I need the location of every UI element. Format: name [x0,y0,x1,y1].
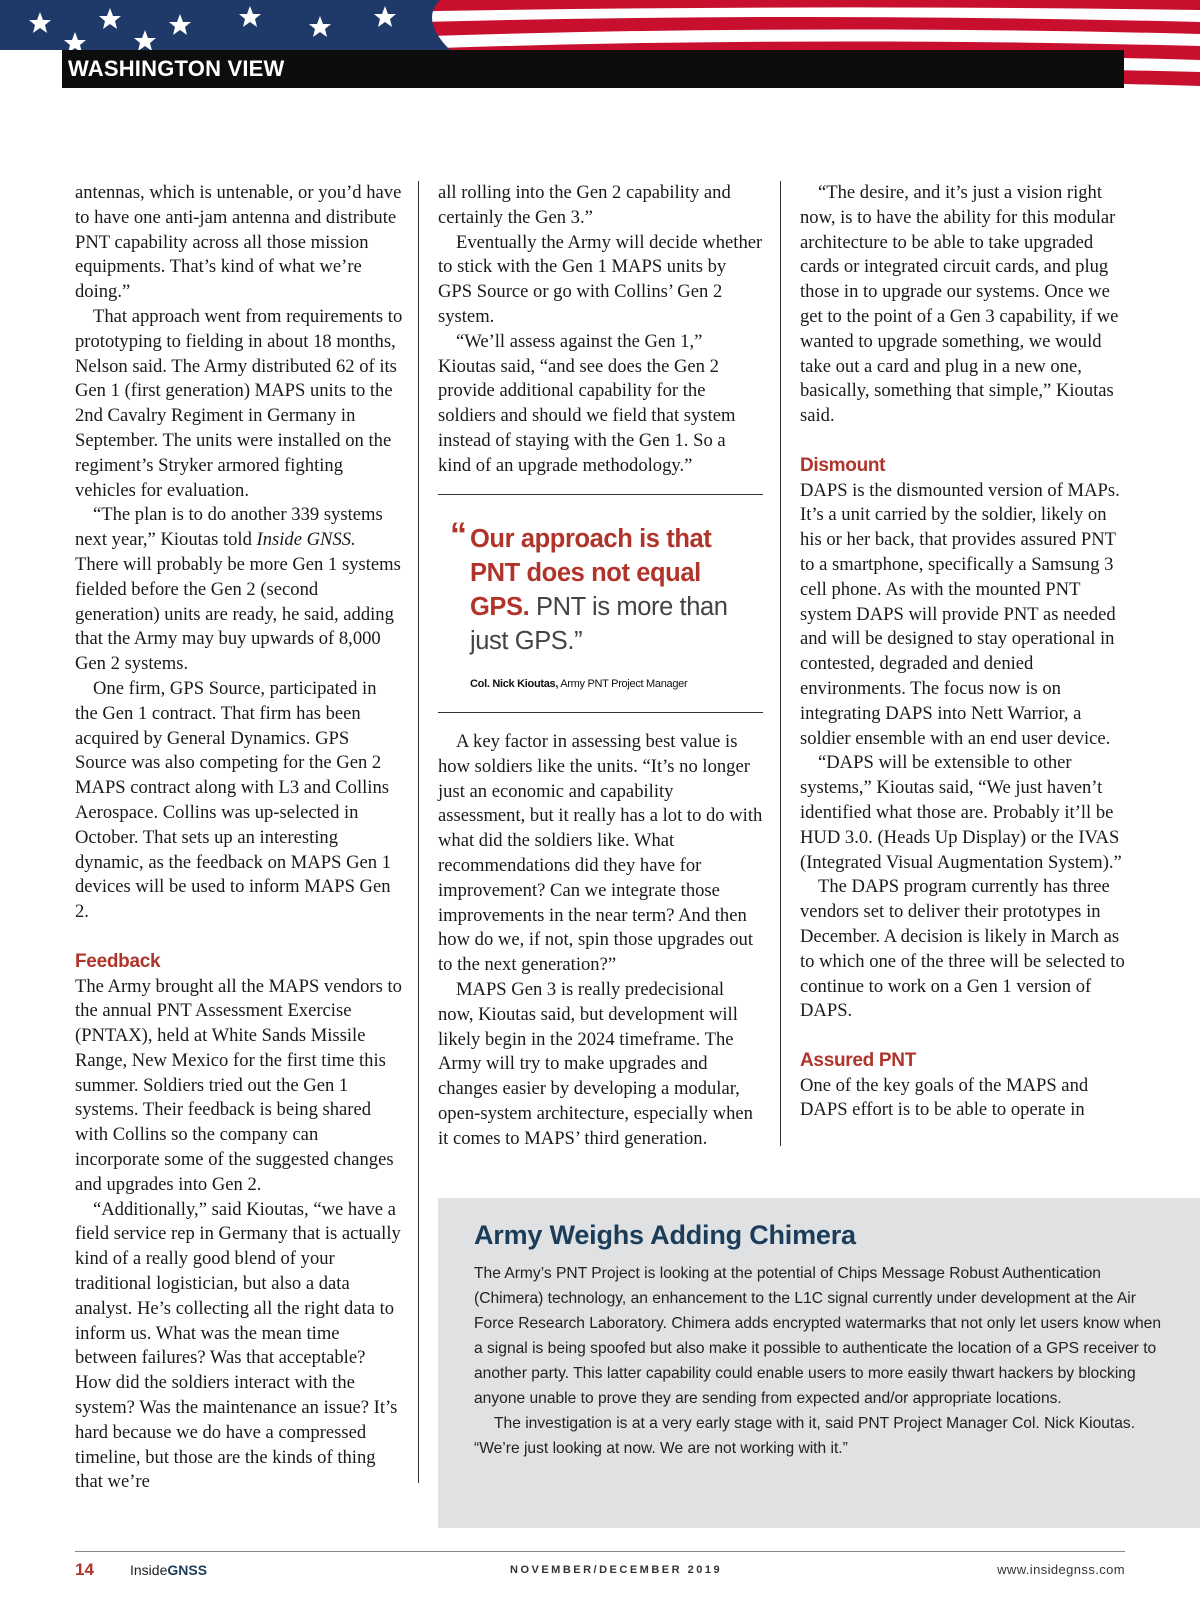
footer-rule [75,1551,1125,1552]
paragraph: One firm, GPS Source, participated in the Gen 1 contract. That firm has been acquired by General Dynamics. GPS Source was also competing for the Gen 2 MAPS contract along with L3 and Collins Aerospace. Collins was up-selected in October. That sets up an interesting dynamic, as the feedback on MAPS Gen 1 devices will be used to inform MAPS Gen 2. [75,677,392,923]
paragraph: One of the key goals of the MAPS and DAPS effort is to be able to operate in [800,1074,1089,1121]
attribution-name: Col. Nick Kioutas, [470,678,559,690]
paragraph [75,503,403,677]
column-1 [75,181,403,1495]
section-header: WASHINGTON VIEW [62,50,1124,88]
column-divider [418,181,419,1483]
pull-quote-rest: PNT is more than just GPS.” [470,593,728,655]
text-run: There will probably be more Gen 1 systems fielded before the Gen 2 (second generation) units are ready, he said, adding that the Army may buy upwards of 8,000 Gen 2 systems. [75,553,401,675]
paragraph: Eventually the Army will decide whether to stick with the Gen 1 MAPS units by GPS Source or go with Collins’ Gen 2 system. [438,231,763,327]
paragraph: The DAPS program currently has three vendors set to deliver their prototypes in December. A decision is likely in March as to which one of the three will be selected to continue to work on a Gen 1 version of DAPS. [800,876,1125,1022]
pullquote-bottom-rule [438,712,763,713]
subhead-feedback: Feedback [75,950,161,972]
sidebar-title: Army Weighs Adding Chimera [474,1220,856,1250]
pullquote-top-rule [438,494,763,495]
paragraph: “DAPS will be extensible to other systems,” Kioutas said, “We just haven’t identified what those are. Probably it’ll be HUD 3.0. (Heads Up Display) or the IVAS (Integrated Visual Augmentation System).” [800,752,1122,873]
text-run: “The plan is to do another 339 systems next year,” Kioutas told [75,504,383,551]
paragraph: antennas, which is untenable, or you’d have to have one anti-jam antenna and distribute PNT capability across all those mission equipments. That’s kind of what we’re doing.” [75,182,402,303]
sidebar-paragraph: The Army’s PNT Project is looking at the potential of Chips Message Robust Authentication (Chimera) technology, an enhancement to the L1C signal currently under development at the Air Force Research Laboratory. Chimera adds encrypted watermarks that not only let users know when a signal is being spoofed but also make it possible to authenticate the location of a GPS receiver to another party. This latter capability could enable users to more easily thwart hackers by blocking anyone unable to prove they are sending from expected and/or appropriate locations. [474,1265,1162,1407]
sidebar-paragraph: The investigation is at a very early stage with it, said PNT Project Manager Col. Nick Kioutas. “We’re just looking at now. We are not working with it.” [474,1415,1136,1457]
sidebar-box [438,1198,1200,1528]
subhead-assured-pnt: Assured PNT [800,1049,917,1071]
column-divider [780,181,781,1146]
paragraph: A key factor in assessing best value is how soldiers like the units. “It’s no longer just an economic and capability assessment, but it really has a lot to do with what did the soldiers like. What recommendations did they have for improvement? Can we integrate those improvements in the near term? And then how do we, if not, spin those upgrades out to the next generation?” [438,731,763,976]
quote-mark-icon: “ [450,516,467,554]
website-url: www.insidegnss.com [997,1562,1125,1577]
paragraph: The Army brought all the MAPS vendors to the annual PNT Assessment Exercise (PNTAX), held at White Sands Missile Range, New Mexico for the first time this summer. Soldiers tried out the Gen 1 systems. Their feedback is being shared with Collins so the company can incorporate some of the suggested changes and upgrades into Gen 2. [75,975,402,1195]
magazine-bold: GNSS [167,1562,208,1578]
paragraph: “Additionally,” said Kioutas, “we have a field service rep in Germany that is actually kind of a really good blend of your traditional logistician, but also a data analyst. He’s collecting all the right data to inform us. What was the mean time between failures? Was that acceptable? How did the soldiers interact with the system? Was the maintenance an issue? It’s hard because we do have a compressed timeline, but those are the kinds of thing that we’re [75,1198,401,1493]
magazine-prefix: Inside [130,1562,168,1578]
paragraph: all rolling into the Gen 2 capability and certainly the Gen 3.” [438,182,731,228]
paragraph: MAPS Gen 3 is really predecisional now, Kioutas said, but development will likely begin in the 2024 timeframe. The Army will try to make upgrades and changes easier by developing a modular, open-system architecture, especially when it comes to MAPS’ third generation. [438,978,753,1149]
paragraph: That approach went from requirements to prototyping to fielding in about 18 months, Nelson said. The Army distributed 62 of its Gen 1 (first generation) MAPS units to the 2nd Cavalry Regiment in Germany in September. The units were installed on the regiment’s Stryker armored fighting vehicles for evaluation. [75,305,403,501]
column-2-continued [438,730,763,1152]
subhead-dismount: Dismount [800,454,886,476]
attribution-title: Army PNT Project Manager [558,678,688,690]
publication-name: Inside GNSS. [256,529,356,551]
paragraph: “The desire, and it’s just a vision right now, is to have the ability for this modular architecture to be able to take upgraded cards or integrated circuit cards, and plug those in to upgrade our systems. Once we get to the point of a Gen 3 capability, if we wanted to upgrade something, we would take out a card and plug in a new one, basically, something that simple,” Kioutas said. [800,182,1119,427]
magazine-name [130,1562,207,1578]
pull-quote-bold: Our approach is that PNT does not equal GPS. [470,525,712,621]
pull-quote-attribution [438,678,763,690]
paragraph: “We’ll assess against the Gen 1,” Kioutas said, “and see does the Gen 2 provide additional capability for the soldiers and should we field that system instead of staying with the Gen 1. So a kind of an upgrade methodology.” [438,330,736,476]
column-2 [438,181,763,479]
issue-date: NOVEMBER/DECEMBER 2019 [510,1564,723,1576]
paragraph: DAPS is the dismounted version of MAPs. It’s a unit carried by the soldier, likely on his or her back, that provides assured PNT to a smartphone, specifically a Samsung 3 cell phone. As with the mounted PNT system DAPS will provide PNT as needed and will be designed to stay operational in contested, degraded and denied environments. The focus now is on integrating DAPS into Nett Warrior, a soldier ensemble with an end user device. [800,479,1120,749]
page-number: 14 [75,1560,94,1579]
column-3 [800,181,1125,1123]
pull-quote-text [438,522,763,658]
pull-quote [438,516,763,690]
